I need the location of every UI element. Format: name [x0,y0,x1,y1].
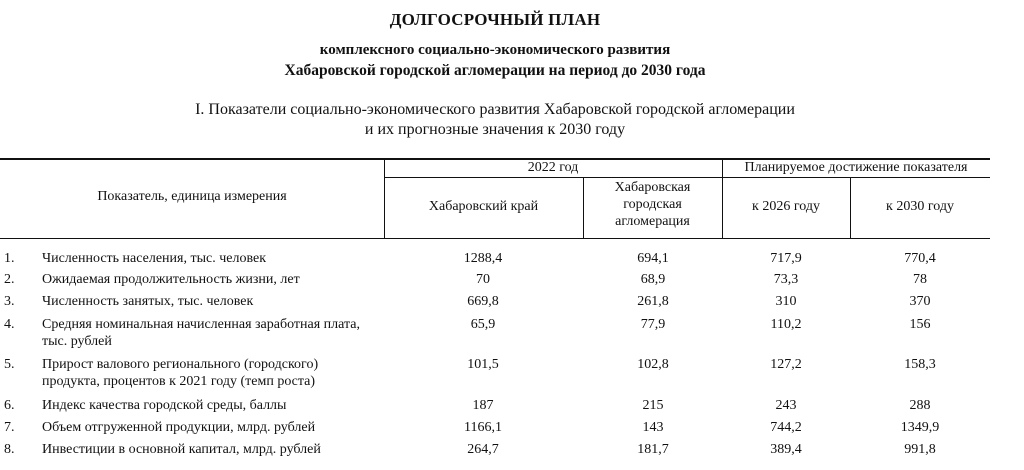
document-title: ДОЛГОСРОЧНЫЙ ПЛАН [389,10,601,29]
header-group-plan: Планируемое достижение показателя [744,160,968,175]
cell-agglomeration: 77,9 [640,317,666,332]
cell-agglomeration: 181,7 [637,442,669,457]
cell-agglomeration: 694,1 [637,251,669,266]
cell-region: 65,9 [470,317,496,332]
indicators-table [0,158,990,470]
cell-agglomeration: 102,8 [637,357,669,372]
row-label: Объем отгруженной продукции, млрд. рублей [42,420,316,435]
header-agglomeration-line2: городская [623,197,682,212]
cell-region: 1166,1 [464,420,502,435]
cell-agglomeration: 143 [642,420,664,435]
header-agglomeration-line3: агломерация [615,214,690,229]
document-subtitle-line1: комплексного социально-экономического развития [319,42,671,58]
cell-2030: 158,3 [904,357,936,372]
document-subtitle-line2 [0,62,990,80]
header-agglomeration-line1: Хабаровская [614,180,691,195]
cell-region: 101,5 [467,357,499,372]
cell-2030: 156 [909,317,931,332]
row-label: Инвестиции в основной капитал, млрд. рублей [42,442,321,457]
cell-region: 187 [472,398,494,413]
cell-2026: 717,9 [770,251,802,266]
row-number: 7. [4,420,15,435]
header-2030: к 2030 году [886,199,954,214]
header-group-2022: 2022 год [527,160,579,175]
cell-region: 264,7 [467,442,499,457]
section-heading-line2: и их прогнозные значения к 2030 году [364,121,626,138]
header-2026: к 2026 году [752,199,820,214]
cell-2030: 770,4 [904,251,936,266]
row-label: Индекс качества городской среды, баллы [42,398,287,413]
cell-region: 669,8 [467,294,499,309]
group-divider-rule [384,177,990,178]
cell-2030: 1349,9 [900,420,940,435]
cell-2026: 110,2 [770,317,802,332]
cell-agglomeration: 215 [642,398,664,413]
row-number: 5. [4,357,15,372]
cell-2026: 73,3 [773,272,799,287]
row-number: 3. [4,294,15,309]
row-number: 4. [4,317,15,332]
row-number: 6. [4,398,15,413]
cell-region: 70 [476,272,490,287]
cell-2026: 310 [775,294,797,309]
cell-2030: 991,8 [904,442,936,457]
subtitle-rest-part: на период до 2030 года [544,62,706,79]
cell-2026: 744,2 [770,420,802,435]
cell-2030: 288 [909,398,931,413]
header-indicator: Показатель, единица измерения [97,189,287,204]
row-label: Средняя номинальная начисленная заработная плата, тыс. рублей [42,317,361,349]
cell-region: 1288,4 [463,251,503,266]
row-number: 8. [4,442,15,457]
header-bottom-rule [0,238,990,239]
cell-agglomeration: 68,9 [640,272,666,287]
row-label: Численность занятых, тыс. человек [42,294,254,309]
header-agglomeration [583,179,722,230]
cell-2030: 370 [909,294,931,309]
header-region: Хабаровский край [428,199,539,214]
row-label: Ожидаемая продолжительность жизни, лет [42,272,300,287]
cell-agglomeration: 261,8 [637,294,669,309]
section-heading-line1: I. Показатели социально-экономического развития Хабаровской городской агломерации [195,101,795,118]
cell-2026: 389,4 [770,442,802,457]
row-number: 1. [4,251,15,266]
cell-2026: 127,2 [770,357,802,372]
row-label: Численность населения, тыс. человек [42,251,267,266]
subtitle-bold-part: Хабаровской городской агломерации [284,62,545,79]
row-label: Прирост валового регионального (городского) продукта, процентов к 2021 году (темп роста) [42,357,319,389]
cell-2026: 243 [775,398,797,413]
row-number: 2. [4,272,15,287]
cell-2030: 78 [913,272,927,287]
